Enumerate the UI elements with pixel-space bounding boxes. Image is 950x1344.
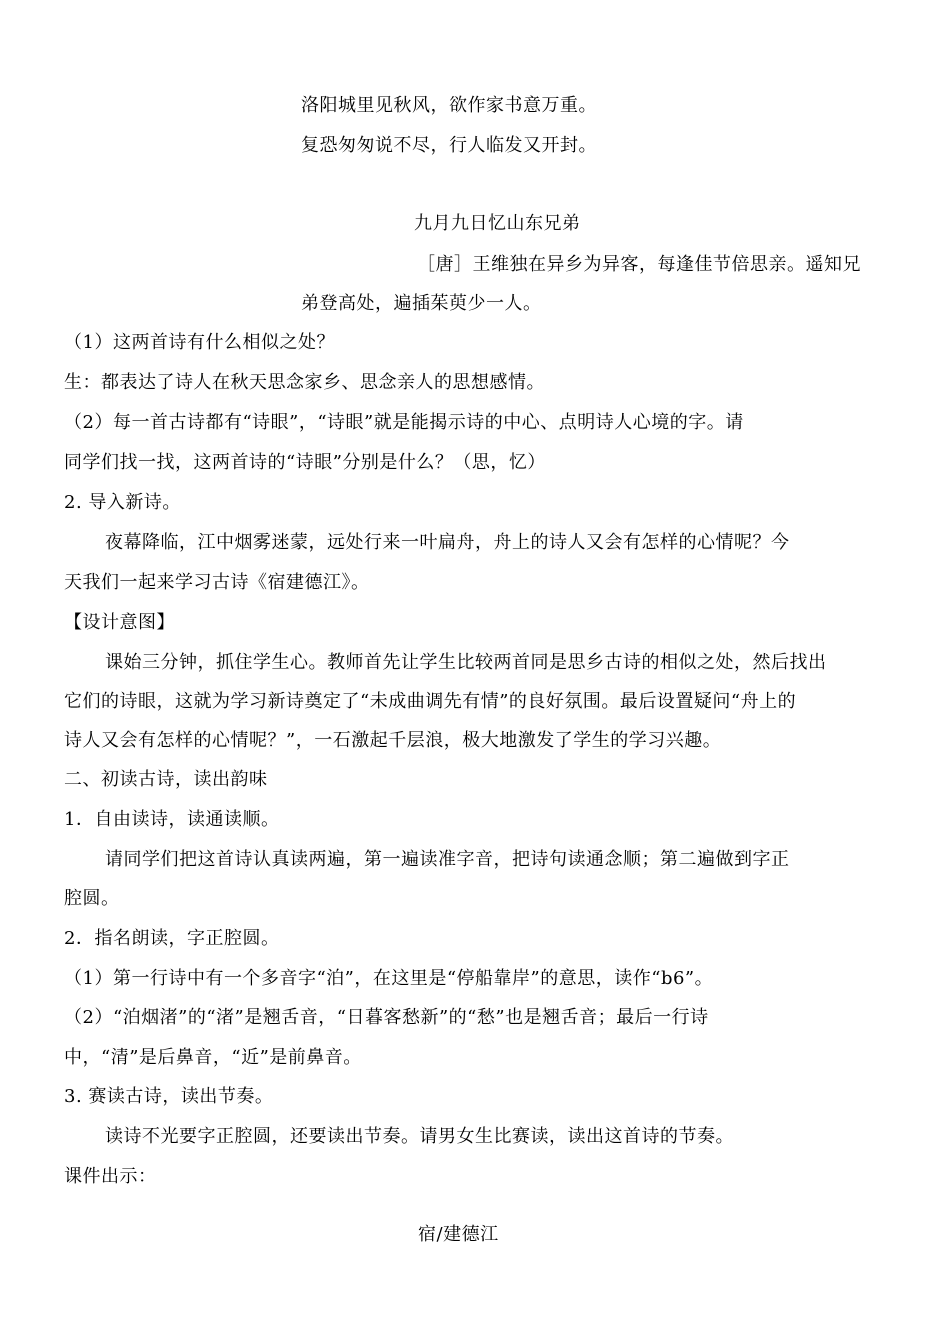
poem-jiuyue-title: 九月九日忆山东兄弟 [414, 213, 581, 234]
poem-jiuyue-body-line-1: ［唐］王维独在异乡为异客，每逢佳节倍思亲。遥知兄 [417, 254, 861, 275]
design-intent-line-2: 它们的诗眼，这就为学习新诗奠定了“未成曲调先有情”的良好氛围。最后设置疑问“舟上的 [64, 691, 797, 712]
question-2-line-1: （2）每一首古诗都有“诗眼”，“诗眼”就是能揭示诗的中心、点明诗人心境的字。请 [64, 412, 744, 433]
item-2-sub-2-line-2: 中，“清”是后鼻音，“近”是前鼻音。 [64, 1047, 362, 1068]
courseware-poem-title: 宿/建德江 [418, 1224, 499, 1245]
design-intent-line-1: 课始三分钟，抓住学生心。教师首先让学生比较两首同是思乡古诗的相似之处，然后找出 [105, 652, 827, 673]
item-2-sub-1: （1）第一行诗中有一个多音字“泊”，在这里是“停船靠岸”的意思，读作“b6”。 [64, 968, 714, 989]
poem-qiusi-line-1: 洛阳城里见秋风，欲作家书意万重。 [301, 95, 597, 116]
intro-paragraph-line-2: 天我们一起来学习古诗《宿建德江》。 [64, 572, 370, 593]
question-2-line-2: 同学们找一找，这两首诗的“诗眼”分别是什么？（思，忆） [64, 452, 546, 473]
item-1-line-2: 腔圆。 [64, 888, 120, 909]
answer-1: 生：都表达了诗人在秋天思念家乡、思念亲人的思想感情。 [64, 372, 545, 393]
courseware-label: 课件出示： [64, 1166, 157, 1187]
item-3-heading: 3. 赛读古诗，读出节奏。 [64, 1086, 274, 1107]
item-2-sub-2-line-1: （2）“泊烟渚”的“渚”是翘舌音，“日暮客愁新”的“愁”也是翘舌音；最后一行诗 [64, 1007, 709, 1028]
section-2-heading: 二、初读古诗，读出韵味 [64, 769, 268, 790]
design-intent-heading: 【设计意图】 [64, 612, 175, 633]
item-1-line-1: 请同学们把这首诗认真读两遍，第一遍读准字音，把诗句读通念顺；第二遍做到字正 [105, 849, 790, 870]
item-1-heading: 1．自由读诗，读通读顺。 [64, 809, 280, 830]
intro-paragraph-line-1: 夜幕降临，江中烟雾迷蒙，远处行来一叶扁舟，舟上的诗人又会有怎样的心情呢？今 [105, 532, 790, 553]
item-2-heading: 2．指名朗读，字正腔圆。 [64, 928, 280, 949]
design-intent-line-3: 诗人又会有怎样的心情呢？”，一石激起千层浪，极大地激发了学生的学习兴趣。 [64, 730, 722, 751]
intro-heading: 2. 导入新诗。 [64, 492, 181, 513]
poem-jiuyue-body-line-2: 弟登高处，遍插茱萸少一人。 [301, 293, 542, 314]
question-1: （1）这两首诗有什么相似之处？ [64, 332, 335, 353]
item-3-line-1: 读诗不光要字正腔圆，还要读出节奏。请男女生比赛读，读出这首诗的节奏。 [105, 1126, 734, 1147]
poem-qiusi-line-2: 复恐匆匆说不尽，行人临发又开封。 [301, 135, 597, 156]
